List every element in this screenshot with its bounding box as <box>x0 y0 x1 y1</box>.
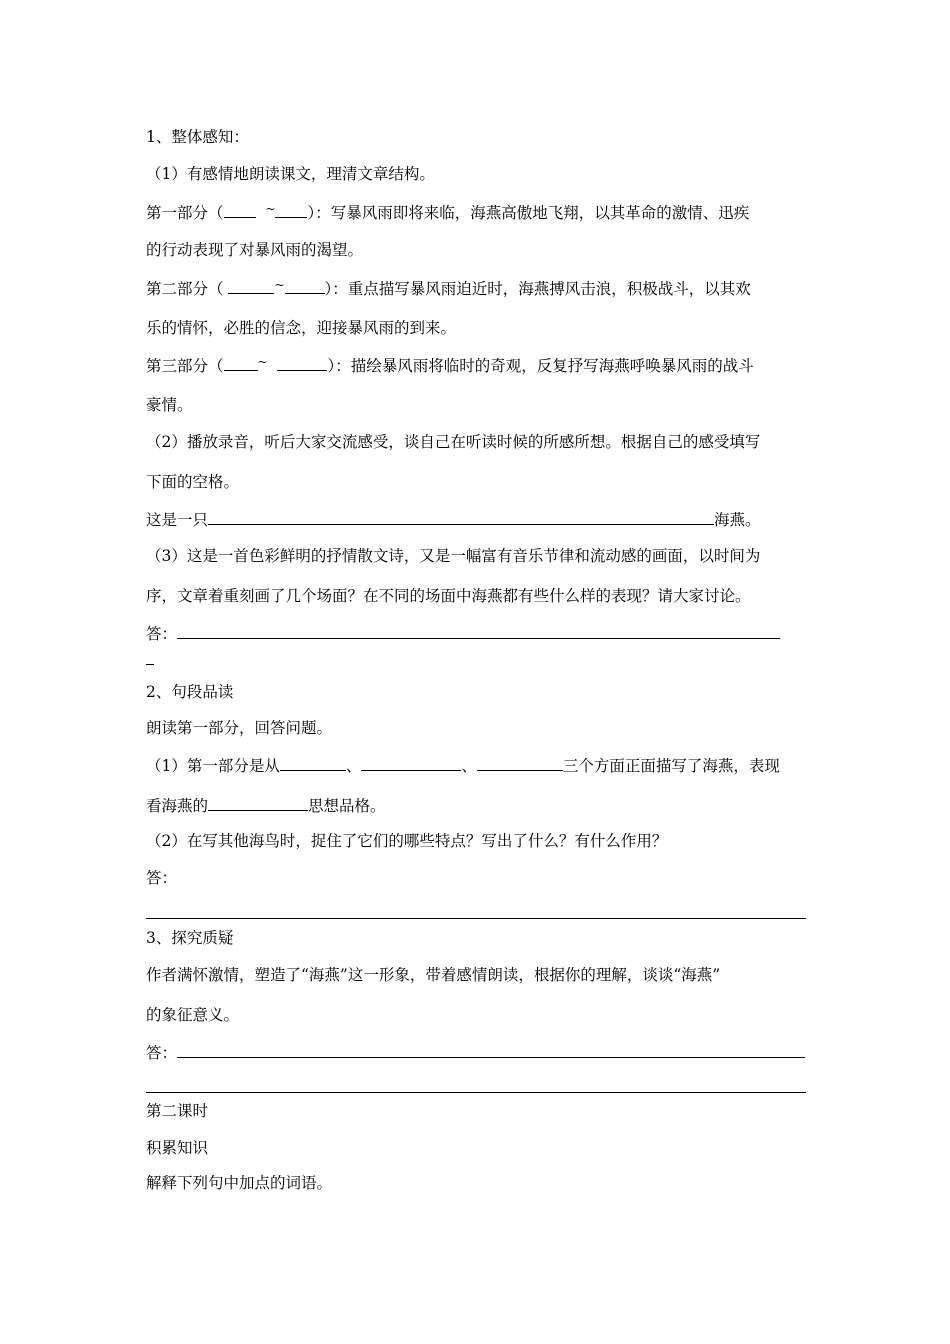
blank[interactable] <box>208 509 714 525</box>
blank[interactable] <box>361 755 461 771</box>
stray-mark <box>146 664 154 665</box>
blank[interactable] <box>477 755 563 771</box>
answer-line-1: 答： <box>146 623 780 644</box>
part-three-line: 第三部分（ ~ ）：描绘暴风雨将临时的奇观，反复抒写海燕呼唤暴风雨的战斗 <box>146 355 754 375</box>
answer-label-2: 答： <box>146 869 178 887</box>
blank[interactable] <box>228 278 274 294</box>
blank[interactable] <box>224 355 258 371</box>
question-2-1-cont: 看海燕的 思想品格。 <box>146 797 386 815</box>
section-3-title: 3、探究质疑 <box>146 929 234 947</box>
section-3-body-cont: 的象征意义。 <box>146 1006 240 1024</box>
answer-rule[interactable] <box>146 918 806 919</box>
question-1-3-cont: 序，文章着重刻画了几个场面？在不同的场面中海燕都有些什么样的表现？请大家讨论。 <box>146 587 751 605</box>
answer-blank[interactable] <box>177 623 780 639</box>
lesson-2-instruction: 解释下列句中加点的词语。 <box>146 1174 333 1192</box>
part-two-line: 第二部分（ ~ ）：重点描写暴风雨迫近时，海燕搏风击浪，积极战斗，以其欢 <box>146 278 751 298</box>
blank[interactable] <box>208 795 308 811</box>
answer-line-3: 答： <box>146 1042 805 1063</box>
question-1-3: （3）这是一首色彩鲜明的抒情散文诗，又是一幅富有音乐节律和流动感的画面，以时间为 <box>146 547 761 565</box>
section-3-body: 作者满怀激情，塑造了“海燕”这一形象，带着感情朗读，根据你的理解，谈谈“海燕” <box>146 966 721 984</box>
question-2-2: （2）在写其他海鸟时，捉住了它们的哪些特点？写出了什么？有什么作用？ <box>146 832 668 850</box>
section-2-intro: 朗读第一部分，回答问题。 <box>146 719 333 737</box>
answer-blank[interactable] <box>177 1042 805 1058</box>
part-three-cont: 豪情。 <box>146 396 193 414</box>
answer-rule[interactable] <box>146 1092 806 1093</box>
part-one-cont: 的行动表现了对暴风雨的渴望。 <box>146 241 364 259</box>
question-1-2: （2）播放录音，听后大家交流感受，谈自己在听读时候的所感所想。根据自己的感受填写 <box>146 433 761 451</box>
part-two-cont: 乐的情怀，必胜的信念，迎接暴风雨的到来。 <box>146 319 457 337</box>
lesson-2-title: 第二课时 <box>146 1102 209 1120</box>
blank[interactable] <box>285 278 325 294</box>
lesson-2-subtitle: 积累知识 <box>146 1139 209 1157</box>
part-one-line: 第一部分（ ~ ）：写暴风雨即将来临，海燕高傲地飞翔，以其革命的激情、迅疾 <box>146 202 750 222</box>
fill-line: 这是一只 海燕。 <box>146 511 761 529</box>
question-1-2-cont: 下面的空格。 <box>146 473 240 491</box>
question-2-1: （1）第一部分是从 、 、 三个方面正面描写了海燕，表现 <box>146 757 780 775</box>
blank[interactable] <box>224 202 256 218</box>
blank[interactable] <box>275 202 307 218</box>
blank[interactable] <box>280 755 346 771</box>
section-2-title: 2、句段品读 <box>146 683 234 701</box>
section-1-title: 1、整体感知： <box>146 128 249 146</box>
blank[interactable] <box>277 355 327 371</box>
question-1-1: （1）有感情地朗读课文，理清文章结构。 <box>146 165 435 183</box>
